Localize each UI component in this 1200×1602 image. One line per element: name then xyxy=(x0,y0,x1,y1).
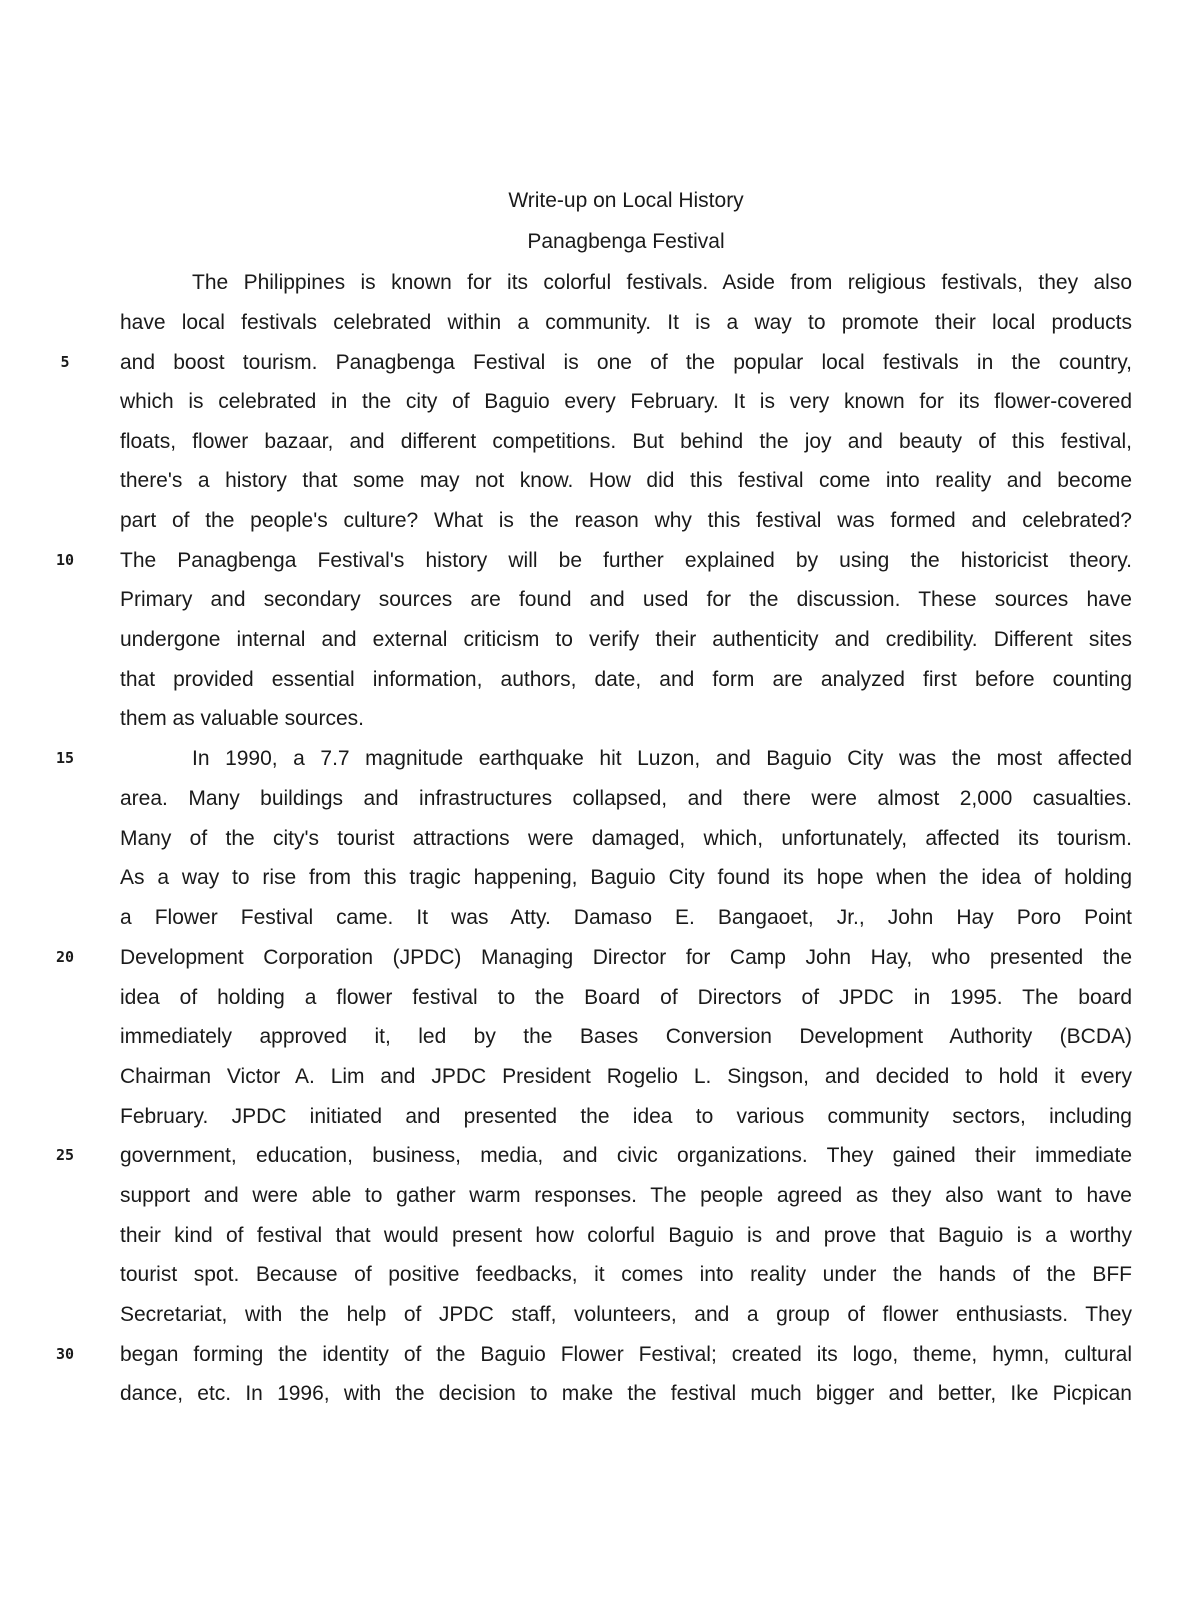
body-line-4: which is celebrated in the city of Baguio every February. It is very known for its flower-covered xyxy=(120,390,1132,413)
line-number-30: 30 xyxy=(55,1345,75,1363)
body-line-2: have local festivals celebrated within a community. It is a way to promote their local products xyxy=(120,311,1132,334)
body-line-9: Primary and secondary sources are found and used for the discussion. These sources have xyxy=(120,588,1132,611)
document-title: Write-up on Local History xyxy=(508,189,744,212)
body-line-23: government, education, business, media, and civic organizations. They gained their immediate xyxy=(120,1144,1132,1167)
body-line-1: The Philippines is known for its colorful festivals. Aside from religious festivals, they also xyxy=(192,271,1132,294)
body-line-28: began forming the identity of the Baguio Flower Festival; created its logo, theme, hymn, cultural xyxy=(120,1343,1132,1366)
body-line-25: their kind of festival that would present how colorful Baguio is and prove that Baguio is a worthy xyxy=(120,1224,1132,1247)
body-line-26: tourist spot. Because of positive feedbacks, it comes into reality under the hands of the BFF xyxy=(120,1263,1132,1286)
body-line-29: dance, etc. In 1996, with the decision to make the festival much bigger and better, Ike Picpican xyxy=(120,1382,1132,1405)
line-number-15: 15 xyxy=(55,749,75,767)
body-line-13: In 1990, a 7.7 magnitude earthquake hit Luzon, and Baguio City was the most affected xyxy=(192,747,1132,770)
line-number-20: 20 xyxy=(55,948,75,966)
line-number-10: 10 xyxy=(55,551,75,569)
body-line-5: floats, flower bazaar, and different competitions. But behind the joy and beauty of this festival, xyxy=(120,430,1132,453)
body-line-21: Chairman Victor A. Lim and JPDC President Rogelio L. Singson, and decided to hold it every xyxy=(120,1065,1132,1088)
body-line-22: February. JPDC initiated and presented the idea to various community sectors, including xyxy=(120,1105,1132,1128)
body-line-15: Many of the city's tourist attractions were damaged, which, unfortunately, affected its tourism. xyxy=(120,827,1132,850)
body-line-24: support and were able to gather warm responses. The people agreed as they also want to have xyxy=(120,1184,1132,1207)
body-line-17: a Flower Festival came. It was Atty. Damaso E. Bangaoet, Jr., John Hay Poro Point xyxy=(120,906,1132,929)
body-line-11: that provided essential information, authors, date, and form are analyzed first before counting xyxy=(120,668,1132,691)
line-number-5: 5 xyxy=(60,353,70,371)
body-line-12: them as valuable sources. xyxy=(120,707,364,730)
body-line-27: Secretariat, with the help of JPDC staff, volunteers, and a group of flower enthusiasts. They xyxy=(120,1303,1132,1326)
body-line-3: and boost tourism. Panagbenga Festival is one of the popular local festivals in the country, xyxy=(120,351,1132,374)
body-line-8: The Panagbenga Festival's history will be further explained by using the historicist theory. xyxy=(120,549,1132,572)
document-subtitle: Panagbenga Festival xyxy=(527,230,725,253)
body-line-19: idea of holding a flower festival to the Board of Directors of JPDC in 1995. The board xyxy=(120,986,1132,1009)
body-line-6: there's a history that some may not know. How did this festival come into reality and become xyxy=(120,469,1132,492)
line-number-25: 25 xyxy=(55,1146,75,1164)
body-line-18: Development Corporation (JPDC) Managing Director for Camp John Hay, who presented the xyxy=(120,946,1132,969)
body-line-20: immediately approved it, led by the Bases Conversion Development Authority (BCDA) xyxy=(120,1025,1132,1048)
body-line-10: undergone internal and external criticism to verify their authenticity and credibility. Different sites xyxy=(120,628,1132,651)
body-line-7: part of the people's culture? What is the reason why this festival was formed and celebrated? xyxy=(120,509,1132,532)
body-line-16: As a way to rise from this tragic happening, Baguio City found its hope when the idea of holding xyxy=(120,866,1132,889)
body-line-14: area. Many buildings and infrastructures collapsed, and there were almost 2,000 casualties. xyxy=(120,787,1132,810)
